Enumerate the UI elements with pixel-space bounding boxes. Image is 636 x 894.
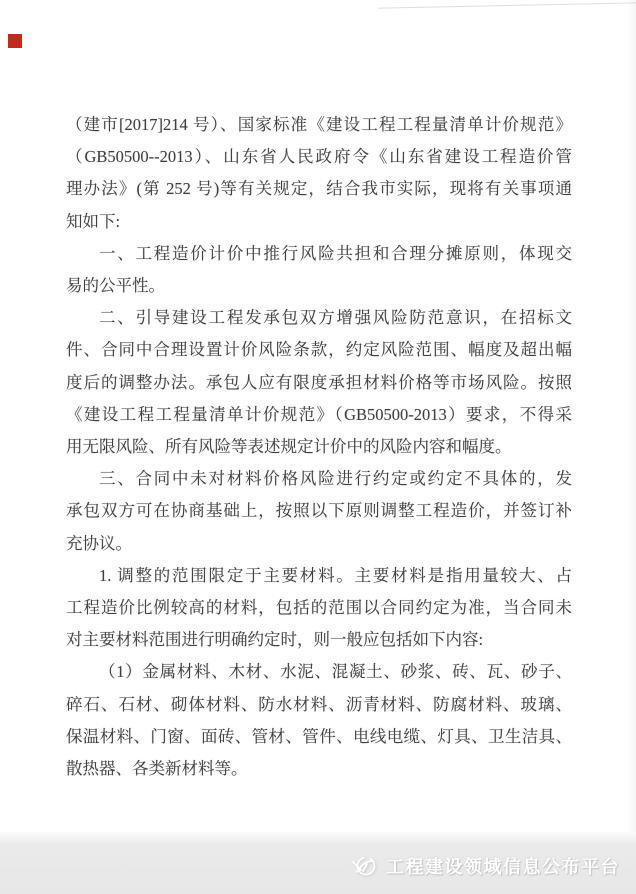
watermark-label: 工程建设领域信息公布平台 (386, 856, 620, 877)
text-line: 工程造价比例较高的材料，包括的范围以合同约定为准，当合同未 (66, 598, 572, 618)
text-line: 易的公平性。 (66, 276, 165, 296)
scan-artifact-right-edge (626, 0, 636, 894)
text-line: （建市[2017]214 号）、国家标准《建设工程工程量清单计价规范》 (66, 115, 572, 134)
text-line: 《建设工程工程量清单计价规范》（GB50500-2013）要求，不得采 (66, 404, 572, 424)
text-line: 度后的调整办法。承包人应有限度承担材料价格等市场风险。按照 (66, 372, 572, 392)
text-line: 知如下: (66, 211, 121, 231)
text-line: 充协议。 (66, 533, 132, 553)
text-line: （GB50500--2013）、山东省人民政府令《山东省建设工程造价管 (66, 147, 572, 167)
watermark (351, 852, 620, 879)
text-line: 二、引导建设工程发承包双方增强风险防范意识，在招标文 (99, 308, 572, 328)
document-text (66, 109, 572, 785)
text-line: 三、合同中未对材料价格风险进行约定或约定不具体的，发 (99, 469, 572, 489)
platform-logo-icon (351, 852, 378, 879)
text-line: 一、工程造价计价中推行风险共担和合理分摊原则，体现交 (99, 243, 572, 263)
text-line: （1）金属材料、木材、水泥、混凝土、砂浆、砖、瓦、砂子、 (99, 662, 572, 682)
text-line: 对主要材料范围进行明确约定时，则一般应包括如下内容: (66, 630, 484, 650)
text-line: 用无限风险、所有风险等表述规定计价中的风险内容和幅度。 (66, 437, 512, 457)
red-corner-mark (8, 34, 22, 48)
text-line: 承包双方可在协商基础上，按照以下原则调整工程造价，并签订补 (66, 501, 572, 521)
text-line: 保温材料、门窗、面砖、管材、管件、电线电缆、灯具、卫生洁具、 (66, 726, 572, 746)
scan-artifact-top-line (378, 2, 636, 8)
text-line: 件、合同中合理设置计价风险条款，约定风险范围、幅度及超出幅 (66, 340, 572, 360)
text-line: 理办法》(第 252 号)等有关规定，结合我市实际，现将有关事项通 (66, 179, 572, 199)
text-line: 碎石、石材、砌体材料、防水材料、沥青材料、防腐材料、玻璃、 (66, 694, 572, 714)
footer-band (0, 832, 636, 894)
text-line: 1. 调整的范围限定于主要材料。主要材料是指用量较大、占 (99, 565, 572, 585)
text-line: 散热器、各类新材料等。 (66, 759, 248, 779)
